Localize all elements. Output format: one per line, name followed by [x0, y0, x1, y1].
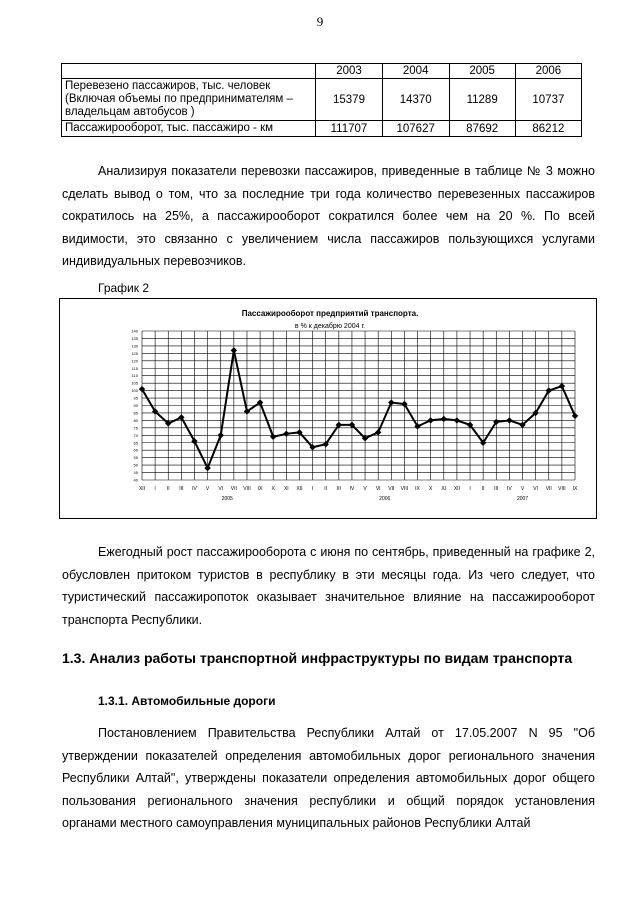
y-tick-label: 45	[133, 470, 138, 476]
year-label: 2005	[221, 496, 233, 502]
y-tick-label: 75	[133, 425, 138, 431]
data-point	[441, 416, 447, 422]
data-point	[283, 431, 289, 437]
x-tick-label: I	[154, 486, 156, 492]
passenger-stats-table	[61, 63, 582, 137]
table-row	[62, 121, 582, 137]
x-tick-label: VI	[218, 486, 224, 492]
x-tick-label: VI	[533, 486, 539, 492]
x-tick-label: II	[166, 486, 170, 492]
x-tick-label: VI	[375, 486, 381, 492]
x-tick-label: IX	[415, 486, 420, 492]
year-label: 2007	[516, 496, 529, 502]
y-tick-label: 120	[131, 358, 138, 364]
data-point	[559, 383, 565, 389]
year-header: 2003	[316, 64, 383, 79]
data-point	[427, 417, 433, 423]
x-tick-label: I	[311, 486, 314, 492]
x-tick-label: III	[336, 486, 341, 492]
table-cell: 87692	[449, 121, 515, 137]
y-tick-label: 140	[131, 328, 138, 334]
year-header: 2004	[382, 64, 449, 79]
data-point	[454, 417, 460, 423]
y-tick-label: 60	[133, 447, 138, 453]
row-label: Перевезено пассажиров, тыс. человек (Включая объемы по предпринимателям – владельцам автобусов )	[62, 79, 316, 121]
y-tick-label: 115	[131, 365, 138, 371]
y-tick-label: 55	[133, 455, 138, 461]
y-tick-label: 130	[131, 343, 138, 349]
x-tick-label: XII	[138, 486, 146, 492]
table-cell: 14370	[382, 79, 449, 121]
x-tick-label: II	[324, 486, 328, 492]
chart-title: Пассажирооборот предприятий транспорта.	[241, 309, 419, 318]
x-tick-label: I	[469, 486, 471, 492]
y-tick-label: 100	[131, 388, 138, 394]
x-tick-label: V	[520, 486, 525, 492]
x-tick-label: IV	[192, 486, 197, 492]
table-cell: 111707	[316, 121, 383, 137]
y-tick-label: 105	[131, 380, 138, 386]
data-point	[270, 434, 276, 440]
data-point	[506, 417, 512, 423]
x-tick-label: IV	[507, 486, 512, 492]
x-tick-label: VII	[388, 486, 395, 492]
year-label: 2006	[379, 496, 391, 502]
x-tick-label: V	[205, 486, 210, 492]
chart-subtitle: в % к декабрю 2004 г.	[294, 323, 366, 330]
table-row	[62, 79, 582, 121]
table-corner-cell	[62, 64, 316, 79]
x-tick-label: III	[179, 486, 184, 492]
section-heading: 1.3. Анализ работы транспортной инфраструктуры по видам транспорта	[62, 650, 573, 666]
data-point	[388, 399, 394, 405]
y-tick-label: 90	[133, 403, 138, 408]
x-tick-label: IX	[572, 486, 578, 492]
page-number: 9	[316, 14, 324, 29]
chart-svg	[60, 299, 596, 518]
x-tick-label: IX	[257, 486, 263, 492]
y-tick-label: 65	[133, 440, 138, 446]
x-tick-label: XII	[296, 486, 303, 492]
x-tick-label: X	[428, 486, 433, 492]
x-tick-label: XI	[441, 486, 447, 492]
year-header: 2005	[449, 64, 515, 79]
y-tick-label: 95	[133, 395, 138, 401]
y-tick-label: 50	[133, 462, 138, 468]
y-tick-label: 135	[131, 335, 138, 341]
x-tick-label: VII	[230, 486, 237, 492]
x-tick-label: VII	[545, 486, 552, 492]
seasonal-paragraph: Ежегодный рост пассажирооборота с июня по сентябрь, приведенный на графике 2, обусловлен притоком туристов в республику в эти месяцы года. Из чего следует, что туристический пассажиропоток оказывает значительное влияние на пассажирооборот транспорта Республики.	[62, 545, 595, 627]
y-tick-label: 40	[133, 477, 138, 483]
x-tick-label: II	[481, 486, 485, 492]
y-tick-label: 70	[133, 432, 138, 438]
passenger-turnover-chart	[59, 298, 597, 519]
analysis-paragraph: Анализируя показатели перевозки пассажиров, приведенные в таблице № 3 можно сделать вывод о том, что за последние три года количество перевезенных пассажиров сократилось на 25%, а пассажирооборот сократился более чем на 20 %. По всей видимости, это связанно с увеличением числа пассажиров пользующихся услугами индивидуальных перевозчиков.	[62, 164, 595, 268]
table-cell: 15379	[316, 79, 383, 121]
x-tick-label: XI	[283, 486, 289, 492]
x-tick-label: V	[363, 486, 367, 492]
x-tick-label: VIII	[243, 486, 251, 492]
data-point	[231, 347, 237, 353]
x-tick-label: IV	[349, 486, 355, 492]
data-point	[572, 413, 578, 419]
table-cell: 107627	[382, 121, 449, 137]
subsection-heading: 1.3.1. Автомобильные дороги	[98, 694, 276, 708]
x-tick-label: III	[494, 486, 499, 492]
roads-paragraph: Постановлением Правительства Республики Алтай от 17.05.2007 N 95 "Об утверждении показателей определения автомобильных дорог регионального значения Республики Алтай", утверждены показатели определения автомобильных дорог общего пользования регионального значения республики и общий порядок установления органами местного самоуправления муниципальных районов Республики Алтай	[62, 726, 595, 830]
table-cell: 11289	[449, 79, 515, 121]
x-tick-label: VIII	[558, 486, 566, 492]
row-label: Пассажирооборот, тыс. пассажиро - км	[62, 121, 316, 137]
table-cell: 86212	[515, 121, 581, 137]
y-tick-label: 80	[133, 417, 138, 423]
x-tick-label: VIII	[400, 486, 409, 492]
data-point	[218, 432, 224, 438]
table-header-row	[62, 64, 582, 79]
chart-caption: График 2	[98, 281, 150, 295]
x-tick-label: XII	[453, 486, 460, 492]
data-point	[204, 465, 210, 471]
data-point	[375, 429, 381, 435]
table-cell: 10737	[515, 79, 581, 121]
year-header: 2006	[515, 64, 581, 79]
y-tick-label: 110	[131, 373, 138, 379]
x-tick-label: X	[271, 486, 275, 492]
y-tick-label: 85	[133, 410, 138, 416]
y-tick-label: 125	[131, 350, 138, 356]
